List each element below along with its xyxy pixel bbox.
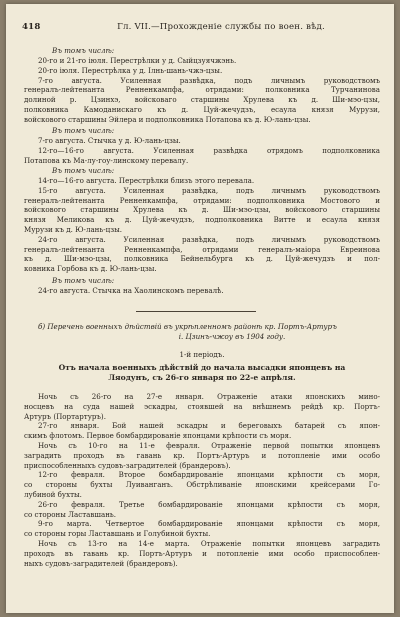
text-line: генералъ-лейтенанта Ренненкампфа, отрядами генералъ-маіора Евреинова xyxy=(24,244,380,254)
section-title: б) Перечень военныхъ дѣйствій въ укрѣпленномъ районѣ кр. Портъ-Артуръ xyxy=(38,322,337,331)
august-7-block xyxy=(24,126,380,165)
text-line: Потапова къ Ма-лу-гоу-линскому перевалу. xyxy=(24,155,189,165)
text-line: 12-го февраля. Второе бомбардированіе японцами крѣпости съ моря, xyxy=(38,470,380,480)
running-head: Гл. VII.—Прохожденіе службы по воен. вѣд. xyxy=(117,22,325,32)
text-line: 26-го февраля. Третье бомбардированіе японцами крѣпости съ моря, xyxy=(38,499,380,509)
page-number: 418 xyxy=(22,22,41,32)
text-line: долиной р. Цзинхэ, войсковаго старшины Хрулева къ д. Ши-мэо-цзы, xyxy=(24,95,380,105)
text-line: заградить проходъ въ гавань кр. Портъ-Артуръ и потопленіе ими особо xyxy=(24,450,380,460)
text-line: скимъ флотомъ. Первое бомбардированіе японцами крѣпости съ моря. xyxy=(24,431,292,441)
period-subtitle: Ляодунъ, съ 26-го января по 22-е апрѣля. xyxy=(108,373,296,383)
subhead: Въ томъ числѣ: xyxy=(52,166,115,175)
text-line: Артуръ (Портартуръ). xyxy=(24,411,106,421)
text-line: 20-го іюля. Перестрѣлка у д. Ілнь-шань-чжэ-цзы. xyxy=(38,65,223,75)
section-b-heading xyxy=(24,322,380,342)
text-line: генералъ-лейтенанта Ренненкампфа, отрядами: полковника Турчанинова xyxy=(24,85,380,95)
text-line: 7-го августа. Стычка у д. Ю-лань-цзы. xyxy=(38,136,181,145)
text-line: войскового старшины Хрулева къ д. Ши-мэо-цзы, войскового старшины xyxy=(24,205,380,215)
text-line: приспособленныхъ судовъ-заградителей (брандеровъ). xyxy=(24,460,231,470)
text-line: ныхъ судовъ-заградителей (брандеровъ). xyxy=(24,558,178,568)
august-24-block xyxy=(24,276,380,296)
text-line: 7-го августа. Усиленная развѣдка, подъ личнымъ руководствомъ xyxy=(38,75,380,85)
period-heading xyxy=(24,350,380,384)
text-line: 20-го и 21-го іюля. Перестрѣлки у д. Сыйцзуячжэнь. xyxy=(38,56,237,65)
events-body xyxy=(24,392,380,568)
period-subtitle: Отъ начала военныхъ дѣйствій до начала высадки японцевъ на xyxy=(58,362,346,372)
text-line: Ночь съ 10-го на 11-е февраля. Отраженіе первой попытки японцевъ xyxy=(38,440,380,450)
text-line: со стороны бухты Луиванганъ. Обстрѣливаніе японскими крейсерами Го- xyxy=(24,480,380,490)
text-line: Ночь съ 13-го на 14-е марта. Отраженіе попытки японцевъ заградить xyxy=(38,538,380,548)
subhead: Въ томъ числѣ: xyxy=(52,276,115,285)
text-line: войскового старшины Эйлера и подполковника Потапова къ д. Ю-лань-цзы. xyxy=(24,114,311,124)
book-page xyxy=(6,4,394,613)
text-line: Мурузи къ д. Ю-лань-цзы. xyxy=(24,224,122,234)
text-line: со стороны горы Ластавшань и Голубиной бухты. xyxy=(24,529,211,539)
text-line: 27-го января. Бой нашей эскадры и береговыхъ батарей съ япон- xyxy=(38,421,380,431)
text-line: полковника Камоданискаго къ д. Цуй-жечудзъ, есаула князя Мурузи, xyxy=(24,104,380,114)
text-line: князя Меликова къ д. Цуй-жечудзъ, подполковника Витте и есаула князя xyxy=(24,215,380,225)
period-title: 1-й періодъ. xyxy=(179,350,225,359)
text-line: 24-го августа. Усиленная развѣдка, подъ личнымъ руководствомъ xyxy=(38,234,380,244)
page-header xyxy=(22,22,380,36)
august-14-block xyxy=(24,166,380,274)
section-title: і. Цзинъ-чжоу въ 1904 году. xyxy=(178,331,286,341)
subhead: Въ томъ числѣ: xyxy=(52,46,115,55)
text-line: проходъ въ гавань кр. Портъ-Артуръ и потопленіе ими особо приспособлен- xyxy=(24,548,380,558)
text-line: 24-го августа. Стычка на Хаолинскомъ перевалѣ. xyxy=(38,286,224,295)
text-line: къ д. Ши-мэо-цзы, полковника Бейнельбурга къ д. Цуй-жечудзъ и пол- xyxy=(24,254,380,264)
text-line: Ночь съ 26-го на 27-е января. Отраженіе атаки японскихъ мино- xyxy=(38,392,380,401)
text-line: лубиной бухты. xyxy=(24,489,82,499)
july-august-block xyxy=(24,46,380,125)
text-line: носцевъ на суда нашей эскадры, стоявшей на внѣшнемъ рейдѣ кр. Портъ- xyxy=(24,401,380,411)
text-line: 14-го—16-го августа. Перестрѣлки близъ этого перевала. xyxy=(38,176,255,185)
text-line: ковника Горбова къ д. Ю-лань-цзы. xyxy=(24,264,157,274)
text-line: 9-го марта. Четвертое бомбардированіе японцами крѣпости съ моря, xyxy=(38,519,380,529)
section-divider xyxy=(136,311,256,312)
text-line: генералъ-лейтенанта Ренненкампфа, отрядами: подполковника Мостового и xyxy=(24,195,380,205)
text-line: 12-го—16-го августа. Усиленная развѣдка отрядомъ подполковника xyxy=(38,145,380,155)
text-line: со стороны Ластавшань. xyxy=(24,509,117,519)
text-line: 15-го августа. Усиленная развѣдка, подъ личнымъ руководствомъ xyxy=(38,185,380,195)
subhead: Въ томъ числѣ: xyxy=(52,126,115,135)
